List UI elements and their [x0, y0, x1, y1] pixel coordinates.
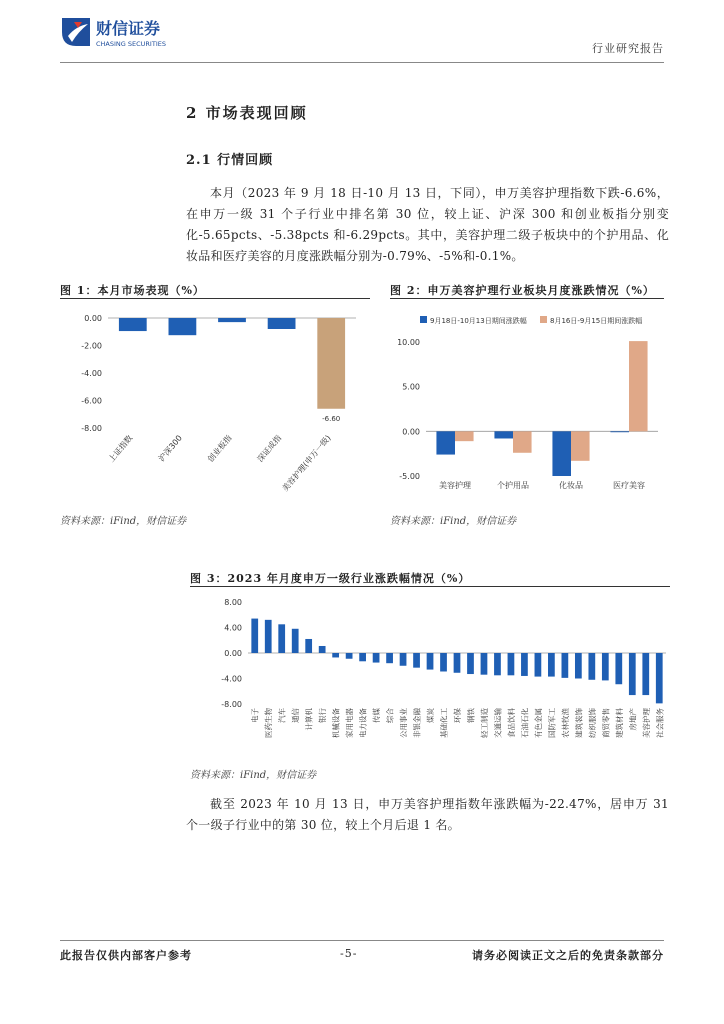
x-tick-label: 电子: [250, 708, 260, 723]
bar: [494, 431, 513, 438]
x-tick-label: 社会服务: [655, 708, 665, 738]
bar: [494, 653, 501, 675]
bar: [119, 318, 147, 331]
bar: [455, 431, 474, 441]
y-tick-label: 4.00: [224, 623, 242, 633]
x-tick-label: 电力设备: [358, 708, 368, 738]
page-number: -5-: [340, 947, 358, 960]
x-tick-label: 基础化工: [439, 708, 449, 738]
bar: [305, 639, 312, 653]
y-tick-label: -5.00: [399, 472, 420, 481]
x-tick-label: 传媒: [372, 708, 382, 723]
bar: [427, 653, 434, 670]
figure2-chart: [390, 304, 666, 504]
x-tick-label: 有色金属: [533, 708, 543, 738]
bar: [467, 653, 474, 674]
bar: [332, 653, 339, 657]
bar: [346, 653, 353, 659]
header-divider: [60, 62, 664, 63]
y-tick-label: 5.00: [402, 382, 420, 392]
x-tick-label: 化妆品: [559, 481, 583, 490]
x-tick-label: 轻工制造: [479, 708, 489, 738]
figure3-source: 资料来源：iFind，财信证券: [190, 770, 317, 781]
figure1-chart: [60, 304, 372, 504]
x-tick-label: 通信: [291, 708, 301, 723]
bar: [436, 431, 455, 454]
x-tick-label: 机械设备: [331, 708, 341, 738]
figure2-caption-line: [390, 298, 664, 299]
x-tick-label: 深证成指: [255, 433, 284, 464]
y-tick-label: -2.00: [81, 341, 102, 351]
paragraph-2: 截至 2023 年 10 月 13 日，申万美容护理指数年涨跌幅为-22.47%，居申万 31 个一级子行业中的第 30 位，较上个月后退 1 名。: [186, 797, 669, 832]
logo-cn: 财信证券: [96, 19, 161, 38]
x-tick-label: 银行: [318, 708, 328, 723]
bar: [521, 653, 528, 676]
x-tick-label: 计算机: [304, 708, 314, 731]
bar: [575, 653, 582, 679]
section-title: 2 市场表现回顾: [186, 104, 308, 122]
logo-mark-icon: [62, 18, 90, 46]
bar: [440, 653, 447, 671]
footer-disclaimer-left: 此报告仅供内部客户参考: [60, 949, 192, 962]
bar: [218, 318, 246, 322]
x-tick-label: 综合: [385, 708, 395, 723]
bar: [513, 431, 532, 452]
figure1-caption-line: [60, 298, 370, 299]
x-tick-label: 国防军工: [547, 708, 557, 738]
x-tick-label: 非银金融: [412, 708, 422, 738]
bar: [481, 653, 488, 675]
x-tick-label: 食品饮料: [506, 708, 516, 738]
y-tick-label: 0.00: [84, 314, 102, 323]
x-tick-label: 医药生物: [264, 708, 274, 738]
legend-swatch: [540, 316, 547, 323]
x-tick-label: 沪深300: [156, 433, 184, 464]
figure3-chart: [190, 590, 670, 760]
x-tick-label: 环保: [453, 708, 462, 723]
y-tick-label: -4.00: [221, 674, 242, 684]
bar: [454, 653, 461, 673]
x-tick-label: 医疗美容: [613, 481, 645, 490]
bar: [535, 653, 542, 677]
x-tick-label: 创业板指: [206, 433, 234, 464]
bar: [317, 318, 345, 409]
logo-en: CHASING SECURITIES: [96, 40, 166, 48]
bar: [629, 341, 648, 431]
bar: [602, 653, 609, 680]
x-tick-label: 美容护理: [641, 708, 651, 738]
footer-disclaimer-right: 请务必阅读正文之后的免责条款部分: [472, 949, 664, 962]
bar: [562, 653, 569, 678]
bar: [373, 653, 380, 663]
figure3-caption: 图 3：2023 年月度申万一级行业涨跌幅情况（%）: [190, 572, 471, 585]
bar: [413, 653, 420, 668]
x-tick-label: 美容护理(申万一级): [280, 433, 333, 494]
bar: [251, 619, 258, 653]
x-tick-label: 农林牧渔: [560, 708, 570, 738]
x-tick-label: 交通运输: [493, 708, 503, 738]
y-tick-label: -8.00: [221, 700, 242, 709]
x-tick-label: 钢铁: [466, 708, 476, 723]
x-tick-label: 建筑装饰: [574, 708, 584, 738]
bar: [615, 653, 622, 684]
bar: [642, 653, 649, 695]
bar: [610, 431, 629, 432]
bar: [571, 431, 590, 460]
bar: [552, 431, 571, 476]
bar: [292, 629, 299, 653]
x-tick-label: 家用电器: [345, 708, 355, 738]
figure2-source: 资料来源：iFind，财信证券: [390, 516, 517, 527]
figure1-caption: 图 1：本月市场表现（%）: [60, 284, 205, 297]
x-tick-label: 纺织服饰: [587, 708, 597, 738]
paragraph-1: 本月（2023 年 9 月 18 日-10 月 13 日，下同），申万美容护理指数下跌-6.6%，在申万一级 31 个子行业中排名第 30 位，较上证、沪深 300 和创业板指分别变化-5.65pcts、-5.38pcts 和-6.29pcts。其中，美容护理二级子板块中的个护用品、化妆品和医疗美容的月度涨跌幅分别为-0.79%、-5%和-0.1%。: [186, 186, 669, 263]
x-tick-label: 上证指数: [106, 433, 135, 464]
x-tick-label: 房地产: [628, 708, 638, 731]
bar: [400, 653, 407, 666]
legend-label: 8月16日-9月15日期间涨跌幅: [550, 317, 643, 325]
report-type: 行业研究报告: [592, 42, 664, 55]
y-tick-label: -8.00: [81, 424, 102, 433]
data-label: -6.60: [322, 414, 341, 423]
x-tick-label: 汽车: [277, 708, 287, 723]
bar: [548, 653, 555, 677]
x-tick-label: 个护用品: [497, 481, 529, 490]
bar: [629, 653, 636, 695]
y-tick-label: 10.00: [397, 338, 420, 347]
y-tick-label: 0.00: [224, 649, 242, 658]
x-tick-label: 公用事业: [399, 708, 409, 738]
x-tick-label: 建筑材料: [614, 708, 624, 738]
x-tick-label: 美容护理: [439, 481, 471, 490]
bar: [265, 620, 272, 653]
bar: [359, 653, 366, 661]
section-subtitle: 2.1 行情回顾: [186, 153, 274, 168]
company-logo: [60, 16, 190, 50]
y-tick-label: 0.00: [402, 427, 420, 437]
legend-label: 9月18日-10月13日期间涨跌幅: [430, 317, 527, 325]
x-tick-label: 商贸零售: [601, 708, 611, 738]
y-tick-label: 8.00: [224, 598, 242, 607]
x-tick-label: 煤炭: [426, 708, 436, 723]
figure1-source: 资料来源：iFind，财信证券: [60, 516, 187, 527]
footer-divider: [60, 940, 664, 941]
bar: [656, 653, 663, 703]
bar: [278, 624, 285, 653]
figure2-caption: 图 2：申万美容护理行业板块月度涨跌情况（%）: [390, 284, 655, 297]
bar: [508, 653, 515, 675]
bar: [588, 653, 595, 680]
bar: [386, 653, 393, 663]
figure3-caption-line: [190, 586, 670, 587]
y-tick-label: -6.00: [81, 396, 102, 406]
bar: [319, 646, 326, 653]
legend-swatch: [420, 316, 427, 323]
bar: [268, 318, 296, 329]
x-tick-label: 石油石化: [520, 708, 530, 738]
bar: [169, 318, 197, 335]
y-tick-label: -4.00: [81, 369, 102, 378]
